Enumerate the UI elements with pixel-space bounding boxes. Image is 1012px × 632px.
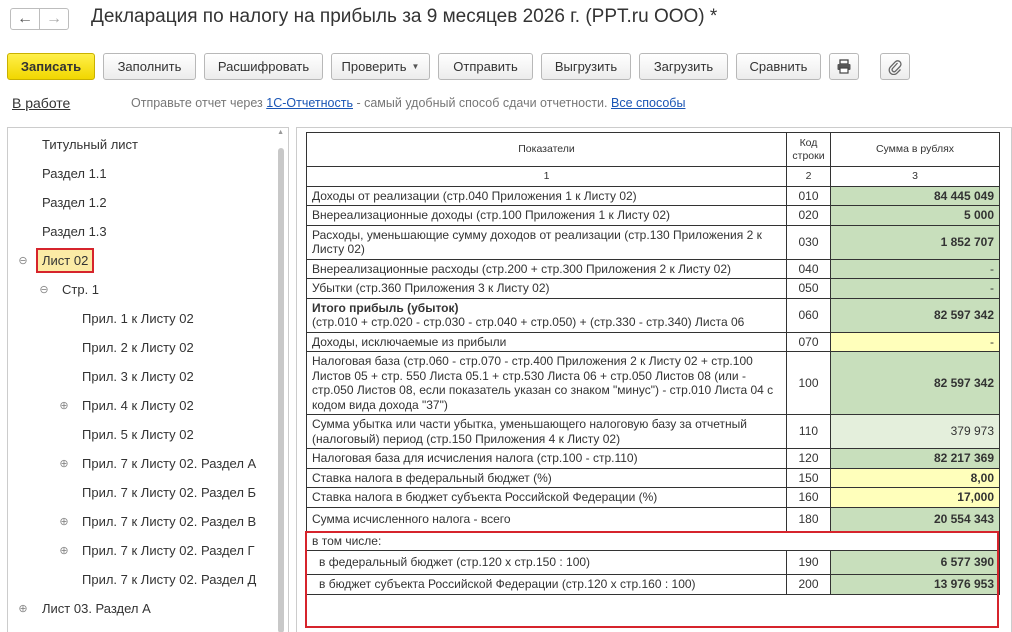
tree-item-label: Стр. 1 [62, 282, 100, 297]
expand-icon[interactable]: ⊕ [59, 458, 69, 470]
tree-item-label: Прил. 7 к Листу 02. Раздел Д [82, 572, 257, 587]
tree-item-appendix-3[interactable] [82, 362, 194, 391]
row-code: 150 [787, 468, 831, 488]
declaration-form [296, 127, 1012, 632]
forward-button[interactable] [39, 8, 69, 30]
row-code: 070 [787, 332, 831, 352]
row-label: Ставка налога в бюджет субъекта Российской Федерации (%) [307, 488, 787, 508]
send-button[interactable]: Отправить [438, 53, 533, 80]
all-methods-link[interactable]: Все способы [610, 96, 686, 110]
sections-tree [7, 127, 289, 632]
title-bar [0, 0, 1012, 40]
collapse-icon[interactable]: ⊖ [18, 255, 28, 267]
table-row [307, 186, 1000, 206]
table-row [307, 279, 1000, 299]
tree-item-label: Прил. 5 к Листу 02 [82, 427, 194, 442]
row-value[interactable]: 82 597 342 [831, 298, 1000, 332]
row-value[interactable]: 20 554 343 [831, 507, 1000, 531]
row-label: в федеральный бюджет (стр.120 х стр.150 : 100) [307, 551, 787, 575]
row-code: 190 [787, 551, 831, 575]
tree-item-label: Раздел 1.1 [42, 166, 107, 181]
tree-item-section-1-3[interactable] [42, 217, 107, 246]
table-row [307, 575, 1000, 595]
tree-item-label: Раздел 1.2 [42, 195, 107, 210]
row-value[interactable]: 82 217 369 [831, 449, 1000, 469]
table-row [307, 352, 1000, 415]
caret-down-icon: ▼ [411, 62, 420, 71]
row-code: 160 [787, 488, 831, 508]
printer-icon [836, 59, 852, 74]
table-row [307, 259, 1000, 279]
info-line [0, 95, 1012, 115]
back-button[interactable] [10, 8, 40, 30]
row-label: Внереализационные доходы (стр.100 Приложения 1 к Листу 02) [307, 206, 787, 226]
row-label: Сумма убытка или части убытка, уменьшающего налоговую базу за отчетный (налоговый) период (стр.150 Приложения 4 к Листу 02) [307, 415, 787, 449]
row-code: 110 [787, 415, 831, 449]
expand-icon[interactable]: ⊕ [18, 603, 28, 615]
row-label: Сумма исчисленного налога - всего [307, 507, 787, 531]
arrow-right-icon: → [46, 10, 62, 27]
tree-item-title-page[interactable] [42, 130, 138, 159]
attach-button[interactable] [880, 53, 910, 80]
row-code: 120 [787, 449, 831, 469]
expand-icon[interactable]: ⊕ [59, 400, 69, 412]
tree-item-appendix-5[interactable] [82, 420, 194, 449]
tree-item-appendix-7g[interactable] [59, 536, 255, 565]
tree-item-label: Раздел 1.3 [42, 224, 107, 239]
header-indicator: Показатели [307, 133, 787, 167]
row-value[interactable]: 1 852 707 [831, 225, 1000, 259]
tree-item-label: Лист 02 [36, 248, 94, 273]
tree-item-appendix-2[interactable] [82, 333, 194, 362]
row-label [307, 298, 787, 332]
tree-item-label: Прил. 1 к Листу 02 [82, 311, 194, 326]
tree-item-appendix-7a[interactable] [59, 449, 257, 478]
table-row [307, 551, 1000, 575]
row-code: 050 [787, 279, 831, 299]
table-row [307, 531, 1000, 551]
table-row [307, 468, 1000, 488]
table-header-row [307, 133, 1000, 167]
row-code: 040 [787, 259, 831, 279]
tree-item-label: Титульный лист [42, 137, 139, 152]
row-label: Ставка налога в федеральный бюджет (%) [307, 468, 787, 488]
tree-item-sheet-02[interactable] [18, 246, 94, 275]
collapse-icon[interactable]: ⊖ [39, 284, 49, 296]
row-value[interactable]: 5 000 [831, 206, 1000, 226]
row-label: Доходы, исключаемые из прибыли [307, 332, 787, 352]
compare-button[interactable]: Сравнить [736, 53, 821, 80]
tree-item-label: Прил. 7 к Листу 02. Раздел В [82, 514, 257, 529]
tree-item-label: Прил. 4 к Листу 02 [82, 398, 194, 413]
row-value[interactable]: - [831, 259, 1000, 279]
tree-item-appendix-7d[interactable] [82, 565, 256, 594]
tree-item-label: Прил. 7 к Листу 02. Раздел Г [82, 543, 255, 558]
table-row [307, 332, 1000, 352]
row-label: в бюджет субъекта Российской Федерации (стр.120 х стр.160 : 100) [307, 575, 787, 595]
tree-item-section-1-1[interactable] [42, 159, 107, 188]
tree-item-label: Прил. 2 к Листу 02 [82, 340, 194, 355]
table-row [307, 298, 1000, 332]
table-row [307, 225, 1000, 259]
table-row [307, 507, 1000, 531]
tree-item-appendix-7b[interactable] [82, 478, 256, 507]
tree-scrollbar[interactable] [278, 148, 284, 632]
fill-button[interactable]: Заполнить [103, 53, 196, 80]
export-button[interactable]: Выгрузить [541, 53, 631, 80]
row-label: Расходы, уменьшающие сумму доходов от реализации (стр.130 Приложения 2 к Листу 02) [307, 225, 787, 259]
column-number: 2 [787, 167, 831, 187]
header-sum: Сумма в рублях [831, 133, 1000, 167]
info-note [131, 96, 685, 110]
1c-reporting-link[interactable]: 1С-Отчетность [266, 96, 353, 110]
expand-icon[interactable]: ⊕ [59, 516, 69, 528]
row-label: Доходы от реализации (стр.040 Приложения 1 к Листу 02) [307, 186, 787, 206]
row-label-title: Итого прибыль (убыток) [312, 300, 459, 315]
tree-item-label: Лист 03. Раздел А [42, 601, 151, 616]
row-value[interactable]: - [831, 332, 1000, 352]
row-code: 010 [787, 186, 831, 206]
row-code: 180 [787, 507, 831, 531]
import-button[interactable]: Загрузить [639, 53, 728, 80]
row-code: 200 [787, 575, 831, 595]
check-button[interactable] [331, 53, 430, 80]
paperclip-icon [888, 59, 902, 75]
row-code: 030 [787, 225, 831, 259]
toolbar [0, 53, 1012, 80]
status-link[interactable]: В работе [12, 95, 71, 111]
tree-item-label: Прил. 7 к Листу 02. Раздел Б [82, 485, 257, 500]
header-code: Код строки [787, 133, 831, 167]
tree-item-page-1[interactable] [39, 275, 100, 304]
row-label: Налоговая база (стр.060 - стр.070 - стр.400 Приложения 2 к Листу 02 + стр.100 Листов 05 + стр. 550 Листа 05.1 + стр.530 Листа 06 + стр.050 Листов 08 (или - стр.050 Листов 08, если показатель указан со знаком "минус") - стр.010 Листа 04 с кодом вида дохода "37") [307, 352, 787, 415]
info-note-middle: - самый удобный способ сдачи отчетности. [352, 96, 611, 110]
save-button[interactable]: Записать [7, 53, 95, 80]
print-button[interactable] [829, 53, 859, 80]
window-title: Декларация по налогу на прибыль за 9 месяцев 2026 г. (PPT.ru ООО) * [91, 6, 718, 27]
tree-item-appendix-4[interactable] [59, 391, 194, 420]
declaration-table [306, 132, 1000, 595]
info-note-prefix: Отправьте отчет через [131, 96, 267, 110]
row-code: 020 [787, 206, 831, 226]
row-label: Налоговая база для исчисления налога (стр.100 - стр.110) [307, 449, 787, 469]
row-label-formula: (стр.010 + стр.020 - стр.030 - стр.040 + стр.050) + (стр.330 - стр.340) Листа 06 [312, 315, 745, 329]
row-value[interactable]: 379 973 [831, 415, 1000, 449]
tree-item-section-1-2[interactable] [42, 188, 107, 217]
column-numbering-row [307, 167, 1000, 187]
tree-item-appendix-1[interactable] [82, 304, 194, 333]
table-row [307, 415, 1000, 449]
column-number: 1 [307, 167, 787, 187]
tree-item-label: Прил. 7 к Листу 02. Раздел А [82, 456, 257, 471]
row-value[interactable]: - [831, 279, 1000, 299]
scroll-up-icon[interactable]: ▲ [277, 129, 284, 136]
table-row [307, 488, 1000, 508]
table-row [307, 449, 1000, 469]
table-row [307, 206, 1000, 226]
row-code: 100 [787, 352, 831, 415]
row-label: в том числе: [307, 531, 1000, 551]
tree-item-label: Прил. 3 к Листу 02 [82, 369, 194, 384]
check-button-label: Проверить [341, 59, 407, 74]
row-value[interactable]: 13 976 953 [831, 575, 1000, 595]
column-number: 3 [831, 167, 1000, 187]
tree-item-sheet-03-a[interactable] [18, 594, 151, 623]
arrow-left-icon: ← [17, 10, 33, 27]
expand-icon[interactable]: ⊕ [59, 545, 69, 557]
row-label: Внереализационные расходы (стр.200 + стр.300 Приложения 2 к Листу 02) [307, 259, 787, 279]
tree-item-appendix-7v[interactable] [59, 507, 257, 536]
decode-button[interactable]: Расшифровать [204, 53, 323, 80]
row-value[interactable]: 6 577 390 [831, 551, 1000, 575]
row-value[interactable]: 17,000 [831, 488, 1000, 508]
row-value[interactable]: 82 597 342 [831, 352, 1000, 415]
row-value[interactable]: 8,00 [831, 468, 1000, 488]
row-label: Убытки (стр.360 Приложения 3 к Листу 02) [307, 279, 787, 299]
row-value[interactable]: 84 445 049 [831, 186, 1000, 206]
row-code: 060 [787, 298, 831, 332]
